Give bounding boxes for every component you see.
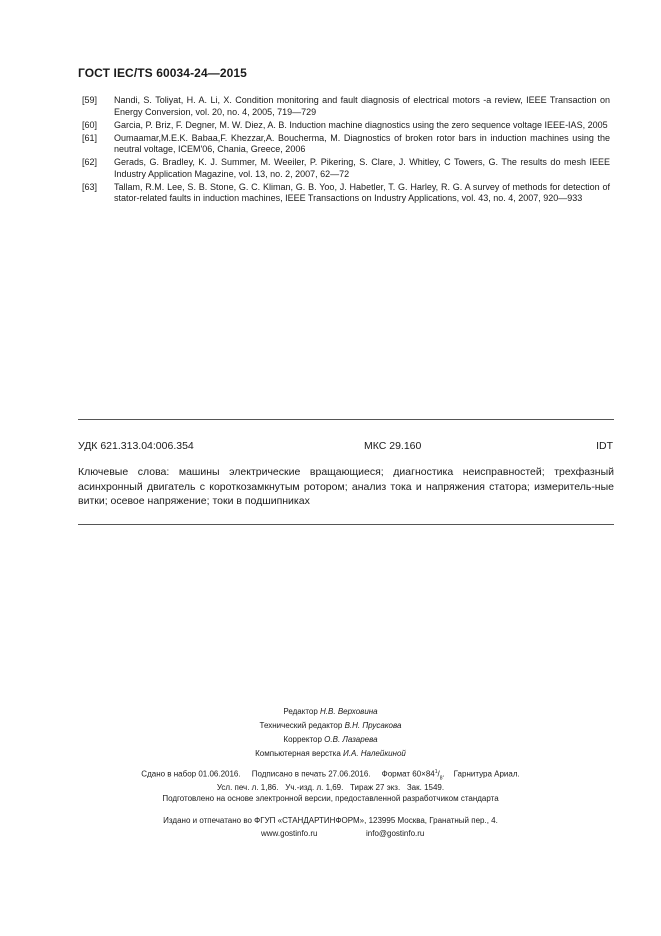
credits-block	[0, 705, 661, 761]
credit-name: И.А. Налейкиной	[343, 749, 406, 758]
mks-code: МКС 29.160	[364, 440, 422, 452]
print-signed: Подписано в печать 27.06.2016.	[251, 769, 371, 779]
print-format: Формат 60×84	[381, 769, 435, 779]
publisher-email: info@gostinfo.ru	[366, 829, 425, 838]
credit-proofreader	[0, 733, 661, 747]
print-info-line-3: Подготовлено на основе электронной версии, предоставленной разработчиком стандарта	[162, 794, 499, 803]
reference-item	[78, 182, 610, 205]
reference-number: [62]	[82, 157, 98, 167]
print-info-line-2: Усл. печ. л. 1,86. Уч.-изд. л. 1,69. Тираж 27 экз. Зак. 1549.	[216, 783, 445, 792]
publisher-line: Издано и отпечатано во ФГУП «СТАНДАРТИНФОРМ», 123995 Москва, Гранатный пер., 4.	[163, 816, 498, 825]
credit-role: Технический редактор	[259, 721, 343, 730]
reference-number: [61]	[82, 132, 98, 143]
reference-text: Gerads, G. Bradley, K. J. Summer, M. Weeiler, P. Pikering, S. Clare, J. Whitley, C Towers, G. The results do mesh IEEE Industry Application Magazine, vol. 13, no. 2, 2007, 62—72	[114, 157, 610, 179]
standard-title: ГОСТ IEC/TS 60034-24—2015	[78, 66, 247, 80]
credit-tech-editor	[0, 719, 661, 733]
credit-role: Корректор	[283, 735, 322, 744]
reference-number: [59]	[82, 95, 98, 105]
reference-item	[78, 133, 610, 156]
format-numerator: 1	[434, 769, 438, 775]
print-typeface: Гарнитура Ариал.	[453, 769, 520, 779]
reference-text: Tallam, R.M. Lee, S. B. Stone, G. C. Kliman, G. B. Yoo, J. Habetler, T. G. Harley, R. G. A survey of methods for detection of stator-related faults in induction machines, IEEE Transactions on Industry Applications, vol. 43, no. 4, 2007, 920—933	[114, 181, 610, 203]
keywords-paragraph: Ключевые слова: машины электрические вращающиеся; диагностика неисправностей; трехфазный асинхронный двигатель с короткозамкнутым ротором; анализ тока и напряжения статора; измеритель-ные витки; осевое напряжение; токи в подшипниках	[78, 466, 614, 507]
reference-number: [60]	[82, 119, 98, 130]
reference-item	[78, 157, 610, 180]
reference-item	[78, 120, 610, 132]
divider-bottom	[78, 524, 614, 525]
reference-item	[78, 95, 610, 118]
reference-text: Oumaamar,M.E.K. Babaa,F. Khezzar,A. Boucherma, M. Diagnostics of broken rotor bars in induction machines using the neutral voltage, ICEM'06, Chania, Greece, 2006	[114, 132, 610, 154]
credit-role: Редактор	[283, 707, 318, 716]
credit-editor	[0, 705, 661, 719]
credit-layout	[0, 747, 661, 761]
reference-text: Garcia, P. Briz, F. Degner, M. W. Diez, A. B. Induction machine diagnostics using the zero sequence voltage IEEE-IAS, 2005	[114, 119, 608, 130]
udk-code: УДК 621.313.04:006.354	[78, 440, 194, 452]
credit-name: О.В. Лазарева	[324, 735, 378, 744]
classification-row	[78, 440, 613, 452]
divider-top	[78, 419, 614, 420]
references-list	[78, 95, 610, 206]
print-submitted: Сдано в набор 01.06.2016.	[141, 769, 241, 779]
print-info-line-1: Сдано в набор 01.06.2016. Подписано в печать 27.06.2016. Формат $60\times 84^1/_8$. Гарнитура Ариал.	[141, 769, 520, 782]
reference-text: Nandi, S. Toliyat, H. A. Li, X. Condition monitoring and fault diagnosis of electrical motors -a review, IEEE Transaction on Energy Conversion, vol. 20, no. 4, 2005, 719—729	[114, 95, 610, 117]
idt-label: IDT	[596, 440, 613, 452]
format-denominator: 8	[439, 775, 443, 782]
reference-number: [63]	[82, 181, 98, 192]
publisher-website: www.gostinfo.ru	[261, 829, 318, 838]
credit-role: Компьютерная верстка	[255, 749, 341, 758]
credit-name: В.Н. Прусакова	[344, 721, 402, 730]
credit-name: Н.В. Верховина	[320, 707, 378, 716]
